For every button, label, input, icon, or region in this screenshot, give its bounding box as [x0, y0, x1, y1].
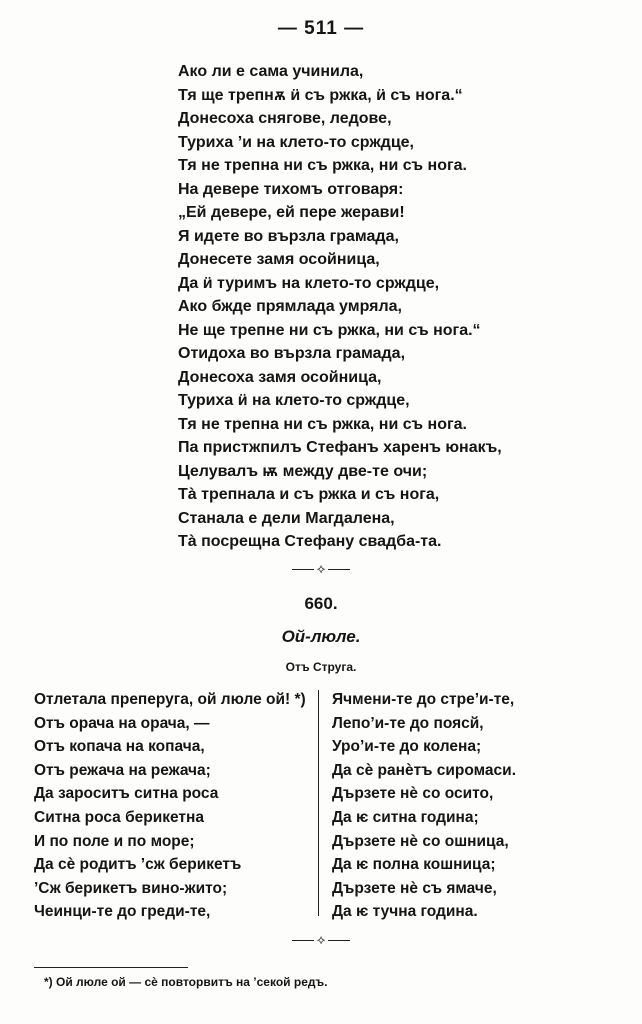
poem-line: Тя не трепна ни съ ржка, ни съ нога. — [178, 415, 467, 433]
song-line: Дързете нѐ со ошница, — [332, 832, 509, 850]
column-divider — [318, 690, 319, 916]
poem-line: Не ще трепне ни съ ржка, ни съ нога.“ — [178, 321, 481, 339]
song-line: Чеинци-те до греди-те, — [34, 903, 211, 921]
poem-line: Туриха ’и на клето-то срждце, — [178, 133, 414, 151]
song-line: Да ѥ ситна година; — [332, 808, 479, 826]
poem-line: Туриха ӥ на клето-то срждце, — [178, 392, 410, 409]
divider-rule-right — [328, 569, 350, 570]
poem-line: Ако ли е сама учинила, — [178, 63, 364, 80]
poem-line: Станала е дели Магдалена, — [178, 509, 395, 527]
poem-line: Ако бжде прямлада умряла, — [178, 298, 402, 315]
section-divider — [0, 561, 642, 577]
song-line: Отъ режача на режача; — [34, 761, 211, 779]
song-line: Да сѐ родитъ ’сж берикетъ — [34, 856, 242, 874]
poem-line: Донесоха замя осойница, — [178, 368, 382, 386]
poem-line: Я идете во вързла грамада, — [178, 227, 399, 245]
footnote: *) Ой люле ой — сѐ повторвитъ на ’секой редъ. — [44, 975, 328, 989]
song-line: Да ѥ тучна година. — [332, 903, 478, 921]
song-line: Да ѥ полна кошница; — [332, 856, 496, 874]
song-line: Отлетала преперуга, ой люле ой! *) — [34, 691, 306, 708]
song-origin: Отъ Струга. — [285, 660, 357, 674]
divider-rule-left — [292, 569, 314, 570]
poem-line: Отидоха во вързла грамада, — [178, 345, 406, 362]
song-line: Лепо’и-те до поясй, — [332, 714, 484, 732]
ornament-icon: ⟡ — [316, 932, 326, 947]
song-line: Да зароситъ ситна роса — [34, 785, 219, 803]
poem-line: Па пристжпилъ Стефанъ харенъ юнакъ, — [178, 439, 502, 456]
song-line: ’Сж берикетъ вино-жито; — [34, 879, 228, 897]
poem-line: Целувалъ ѭ между две-те очи; — [178, 462, 428, 480]
song-line: Дързете нѐ съ ямаче, — [332, 879, 497, 897]
song-left-column — [34, 688, 306, 924]
page-number: — 511 — — [277, 18, 365, 39]
poem-continuation — [178, 60, 502, 554]
song-line: Отъ орача на орача, — — [34, 714, 210, 732]
song-line: И по поле и по море; — [34, 832, 195, 850]
song-right-column — [332, 688, 516, 924]
song-number: 660. — [304, 594, 338, 613]
poem-line: „Ей девере, ей пере жерави! — [178, 204, 405, 221]
song-line: Ситна роса берикетна — [34, 808, 205, 826]
poem-line: Донесете замя осойница, — [178, 251, 380, 268]
poem-line: Тя ще трепнѫ ӥ съ ржка, ӥ съ нога.“ — [178, 86, 463, 104]
poem-line: На девере тихомъ отговаря: — [178, 180, 404, 198]
poem-line: Донесоха снягове, ледове, — [178, 110, 392, 127]
footnote-rule — [34, 967, 188, 968]
poem-line: Тà трепнала и съ ржка и съ нога, — [178, 486, 440, 503]
song-line: Да сѐ ранѐтъ сиромаси. — [332, 761, 517, 779]
song-line: Отъ копача на копача, — [34, 738, 205, 756]
song-line: Уро’и-те до колена; — [332, 738, 482, 756]
divider-rule-left — [292, 940, 314, 941]
poem-line: Тя не трепна ни съ ржка, ни съ нога. — [178, 157, 467, 174]
ornament-icon: ⟡ — [316, 561, 326, 576]
song-line: Ячмени-те до стре’и-те, — [332, 691, 515, 708]
poem-line: Тà посрещна Стефану свадба-та. — [178, 533, 442, 550]
divider-rule-right — [328, 940, 350, 941]
end-divider — [0, 932, 642, 948]
song-line: Дързете нѐ со осито, — [332, 785, 494, 803]
song-title: Ой-люле. — [281, 627, 361, 646]
poem-line: Да ӥ туримъ на клето-то срждце, — [178, 274, 440, 292]
